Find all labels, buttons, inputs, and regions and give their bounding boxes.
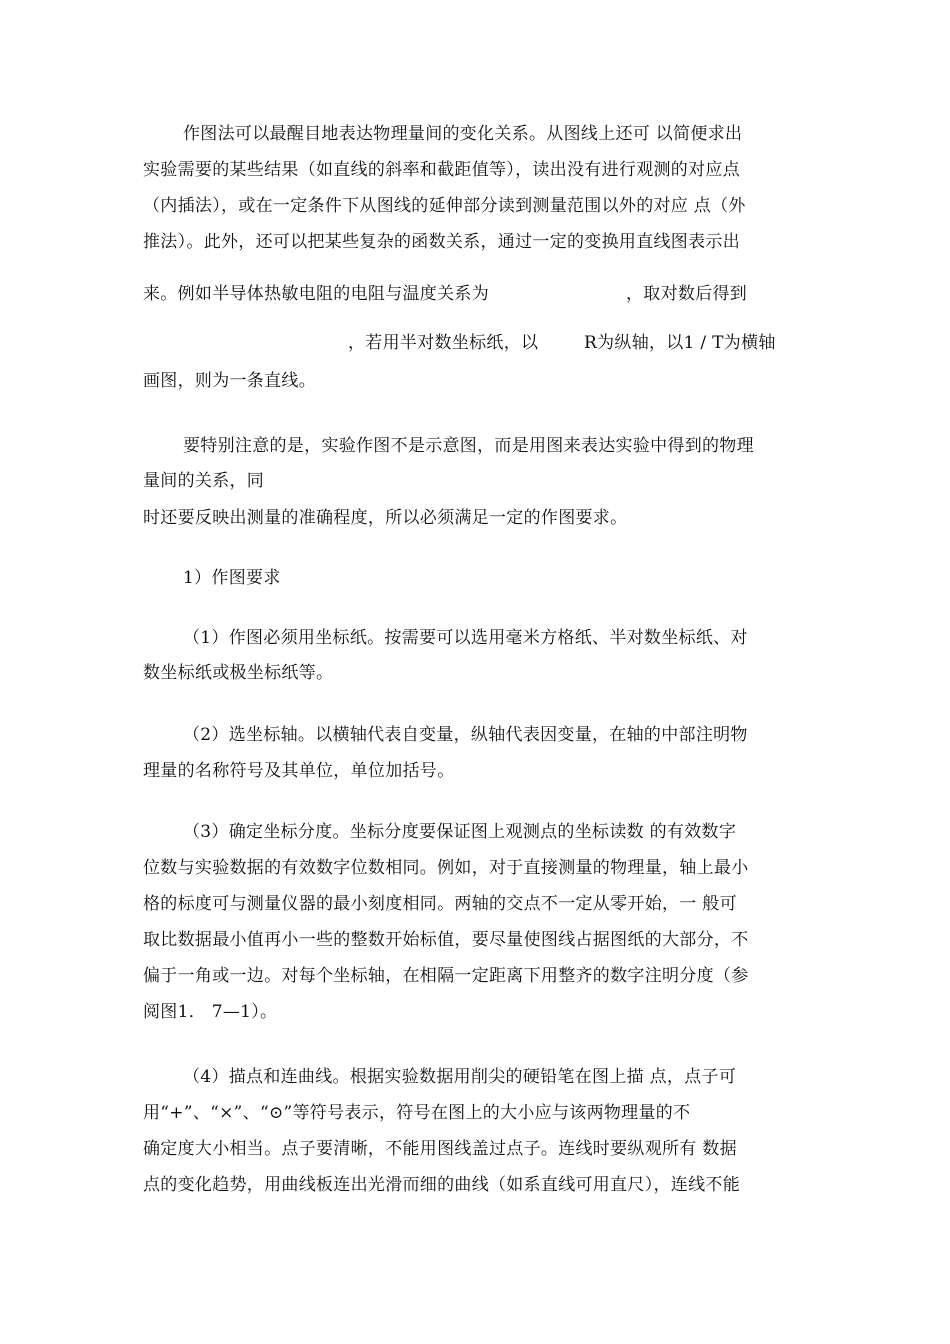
text-line: 画图，则为一条直线。 (143, 371, 316, 391)
text-line: ，若用半对数坐标纸，以 (348, 333, 539, 353)
text-line: 偏于一角或一边。对每个坐标轴，在相隔一定距离下用整齐的数字注明分度（参 (143, 966, 749, 986)
text-line: 来。例如半导体热敏电阻的电阻与温度关系为 (143, 284, 489, 304)
text-line: （2）选坐标轴。以横轴代表自变量，纵轴代表因变量，在轴的中部注明物 (183, 725, 748, 745)
text-line: 时还要反映出测量的准确程度，所以必须满足一定的作图要求。 (143, 508, 628, 528)
text-line: （3）确定坐标分度。坐标分度要保证图上观测点的坐标读数 的有效数字 (183, 822, 737, 842)
text-line: （1）作图必须用坐标纸。按需要可以选用毫米方格纸、半对数坐标纸、对 (183, 628, 748, 648)
section-heading: 1）作图要求 (183, 568, 281, 588)
text-line: （内插法），或在一定条件下从图线的延伸部分读到测量范围以外的对应 点（外 (143, 196, 746, 216)
text-line: 位数与实验数据的有效数字位数相同。例如，对于直接测量的物理量，轴上最小 (143, 858, 749, 878)
text-line: 理量的名称符号及其单位，单位加括号。 (143, 761, 455, 781)
text-line: 实验需要的某些结果（如直线的斜率和截距值等），读出没有进行观测的对应点 (143, 160, 740, 180)
text-line: ，取对数后得到 (626, 284, 748, 304)
text-line: 格的标度可与测量仪器的最小刻度相同。两轴的交点不一定从零开始，一 般可 (143, 894, 737, 914)
text-line: 数坐标纸或极坐标纸等。 (143, 663, 334, 683)
text-line: 点的变化趋势，用曲线板连出光滑而细的曲线（如系直线可用直尺），连线不能 (143, 1175, 740, 1195)
text-line: （4）描点和连曲线。根据实验数据用削尖的硬铅笔在图上描 点，点子可 (183, 1067, 737, 1087)
text-line: 用“+”、“×”、“⊙”等符号表示，符号在图上的大小应与该两物理量的不 (143, 1103, 691, 1123)
text-line: 要特别注意的是，实验作图不是示意图，而是用图来表达实验中得到的物理 (183, 436, 754, 456)
text-line: 阅图1． 7—1）。 (143, 1002, 278, 1022)
text-line: R为纵轴，以1 / T为横轴 (584, 333, 776, 353)
text-line: 作图法可以最醒目地表达物理量间的变化关系。从图线上还可 以简便求出 (183, 124, 743, 144)
text-line: 取比数据最小值再小一些的整数开始标值，要尽量使图线占据图纸的大部分，不 (143, 930, 749, 950)
text-line: 量间的关系，同 (143, 471, 265, 491)
text-line: 确定度大小相当。点子要清晰，不能用图线盖过点子。连线时要纵观所有 数据 (143, 1139, 737, 1159)
text-line: 推法）。此外，还可以把某些复杂的函数关系，通过一定的变换用直线图表示出 (143, 232, 740, 252)
